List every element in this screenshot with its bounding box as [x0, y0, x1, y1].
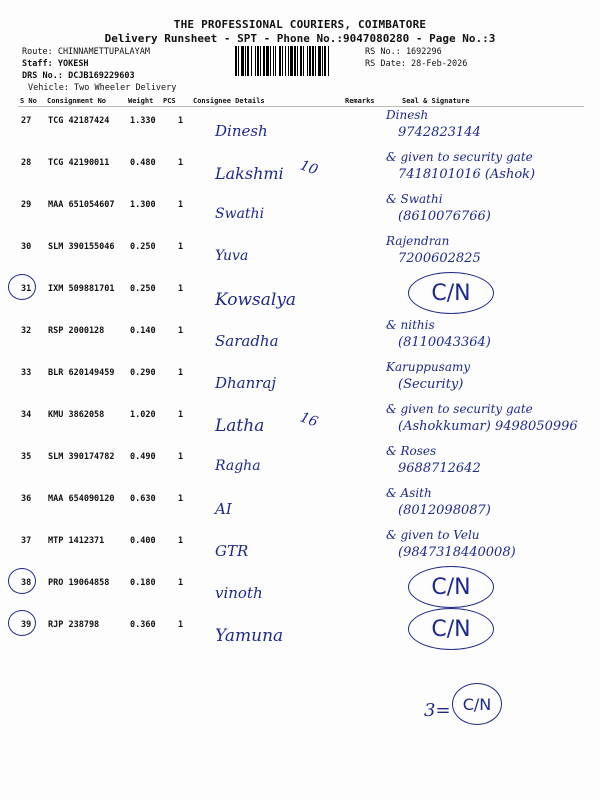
- row-weight: 0.400: [130, 536, 156, 546]
- col-consignment: Consignment No: [47, 97, 107, 105]
- handwritten-mark: 10: [297, 157, 321, 179]
- row-sno: 29: [21, 200, 32, 210]
- seal-signature-line2: 7200602825: [398, 251, 481, 266]
- consignee-signature: Ragha: [215, 458, 261, 474]
- staff-name: YOKESH: [57, 59, 89, 69]
- row-consignment-no: PRO 19064858: [48, 578, 110, 588]
- consignee-signature: Saradha: [215, 332, 279, 350]
- seal-signature-line1: & given to security gate: [386, 402, 533, 416]
- row-pcs: 1: [178, 452, 184, 462]
- row-weight: 0.250: [130, 284, 156, 294]
- cn-stamp: C/N: [408, 272, 494, 314]
- col-pcs: PCS: [163, 97, 176, 105]
- row-consignment-no: KMU 3862058: [48, 410, 105, 420]
- table-row: [0, 402, 600, 444]
- drs-label: DRS No.:: [22, 71, 63, 81]
- row-sno: 37: [21, 536, 32, 546]
- seal-signature-line1: & Asith: [386, 486, 432, 500]
- seal-signature-line1: & given to security gate: [386, 150, 533, 164]
- row-pcs: 1: [178, 536, 184, 546]
- row-weight: 0.140: [130, 326, 156, 336]
- cn-stamp: C/N: [408, 566, 494, 608]
- col-remarks: Remarks: [345, 97, 375, 105]
- table-row: [0, 192, 600, 234]
- seal-signature-line1: Karuppusamy: [386, 360, 471, 374]
- row-weight: 0.250: [130, 242, 156, 252]
- table-row: [0, 528, 600, 570]
- consignee-signature: Latha: [215, 416, 265, 436]
- seal-signature-line2: (9847318440008): [398, 545, 516, 560]
- row-weight: 0.290: [130, 368, 156, 378]
- consignee-signature: Kowsalya: [215, 290, 297, 310]
- staff-label: Staff:: [22, 59, 53, 69]
- consignee-signature: AI: [215, 500, 232, 518]
- row-sno: 36: [21, 494, 32, 504]
- row-pcs: 1: [178, 284, 184, 294]
- row-weight: 1.330: [130, 116, 156, 126]
- row-pcs: 1: [178, 200, 184, 210]
- col-consignee: Consignee Details: [193, 97, 265, 105]
- row-sno: 35: [21, 452, 32, 462]
- row-consignment-no: RJP 238798: [48, 620, 100, 630]
- row-weight: 0.480: [130, 158, 156, 168]
- table-row: [0, 150, 600, 192]
- row-consignment-no: TCG 42190011: [48, 158, 110, 168]
- seal-signature-line1: & Swathi: [386, 192, 443, 206]
- row-sno: 27: [21, 116, 32, 126]
- seal-signature-line2: 9742823144: [398, 125, 481, 140]
- sno-circle-mark: [8, 568, 36, 594]
- row-weight: 0.490: [130, 452, 156, 462]
- table-row: [0, 108, 600, 150]
- footer-cn-stamp: C/N: [452, 683, 502, 725]
- row-pcs: 1: [178, 410, 184, 420]
- table-row: [0, 444, 600, 486]
- header-divider: [18, 106, 584, 107]
- seal-signature-line2: 7418101016 (Ashok): [398, 167, 536, 182]
- row-sno: 33: [21, 368, 32, 378]
- drs-number: DCJB169229603: [68, 71, 135, 81]
- seal-signature-line2: 9688712642: [398, 461, 481, 476]
- consignee-signature: vinoth: [215, 584, 263, 602]
- route-line: Route: CHINNAMETTUPALAYAM: [22, 47, 150, 57]
- row-consignment-no: MAA 651054607: [48, 200, 115, 210]
- table-row: [0, 276, 600, 318]
- seal-signature-line2: (8110043364): [398, 335, 491, 350]
- consignee-signature: Yamuna: [215, 626, 284, 646]
- row-sno: 39: [21, 620, 32, 630]
- row-weight: 1.300: [130, 200, 156, 210]
- seal-signature-line1: & given to Velu: [386, 528, 480, 542]
- table-row: [0, 318, 600, 360]
- rs-number: RS No.: 1692296: [365, 47, 442, 57]
- seal-signature-line1: & Roses: [386, 444, 437, 458]
- seal-signature-line1: Dinesh: [386, 108, 429, 122]
- row-consignment-no: MAA 654090120: [48, 494, 115, 504]
- row-weight: 0.180: [130, 578, 156, 588]
- row-consignment-no: RSP 2000128: [48, 326, 105, 336]
- seal-signature-line1: & nithis: [386, 318, 435, 332]
- sno-circle-mark: [8, 274, 36, 300]
- row-sno: 31: [21, 284, 32, 294]
- consignee-signature: GTR: [215, 542, 249, 560]
- row-consignment-no: IXM 509881701: [48, 284, 115, 294]
- table-row: [0, 612, 600, 654]
- seal-signature-line2: (Security): [398, 377, 464, 392]
- seal-signature-line2: (8012098087): [398, 503, 491, 518]
- cn-stamp: C/N: [408, 608, 494, 650]
- company-title: THE PROFESSIONAL COURIERS, COIMBATORE: [173, 18, 427, 31]
- row-pcs: 1: [178, 158, 184, 168]
- consignee-signature: Dinesh: [215, 122, 268, 140]
- consignee-signature: Dhanraj: [215, 374, 277, 392]
- row-sno: 38: [21, 578, 32, 588]
- row-pcs: 1: [178, 116, 184, 126]
- handwritten-mark: 16: [297, 409, 321, 431]
- staff-line: [22, 59, 89, 69]
- runsheet-barcode: [235, 46, 360, 76]
- row-sno: 28: [21, 158, 32, 168]
- row-consignment-no: TCG 42187424: [48, 116, 110, 126]
- row-pcs: 1: [178, 494, 184, 504]
- col-weight: Weight: [128, 97, 154, 105]
- vehicle-line: Vehicle: Two Wheeler Delivery: [28, 83, 177, 93]
- row-pcs: 1: [178, 326, 184, 336]
- footer-count: 3=: [424, 700, 451, 721]
- consignee-signature: Swathi: [215, 206, 265, 222]
- sno-circle-mark: [8, 610, 36, 636]
- table-row: [0, 360, 600, 402]
- table-row: [0, 486, 600, 528]
- row-consignment-no: SLM 390174782: [48, 452, 115, 462]
- col-seal: Seal & Signature: [402, 97, 470, 105]
- row-pcs: 1: [178, 368, 184, 378]
- rs-date: RS Date: 28-Feb-2026: [365, 59, 468, 69]
- row-pcs: 1: [178, 620, 184, 630]
- row-weight: 0.360: [130, 620, 156, 630]
- runsheet-subtitle: Delivery Runsheet - SPT - Phone No.:9047080280 - Page No.:3: [104, 32, 496, 45]
- row-consignment-no: SLM 390155046: [48, 242, 115, 252]
- consignee-signature: Yuva: [215, 248, 249, 264]
- row-weight: 0.630: [130, 494, 156, 504]
- col-sno: S No: [20, 97, 37, 105]
- row-consignment-no: MTP 1412371: [48, 536, 105, 546]
- seal-signature-line2: (8610076766): [398, 209, 491, 224]
- row-pcs: 1: [178, 578, 184, 588]
- row-weight: 1.020: [130, 410, 156, 420]
- seal-signature-line1: Rajendran: [386, 234, 450, 248]
- row-sno: 32: [21, 326, 32, 336]
- row-sno: 30: [21, 242, 32, 252]
- table-row: [0, 234, 600, 276]
- row-sno: 34: [21, 410, 32, 420]
- consignee-signature: Lakshmi: [215, 164, 284, 183]
- barcode-bar: [329, 46, 330, 76]
- table-row: [0, 570, 600, 612]
- row-pcs: 1: [178, 242, 184, 252]
- drs-line: [22, 71, 135, 81]
- seal-signature-line2: (Ashokkumar) 9498050996: [398, 419, 578, 434]
- row-consignment-no: BLR 620149459: [48, 368, 115, 378]
